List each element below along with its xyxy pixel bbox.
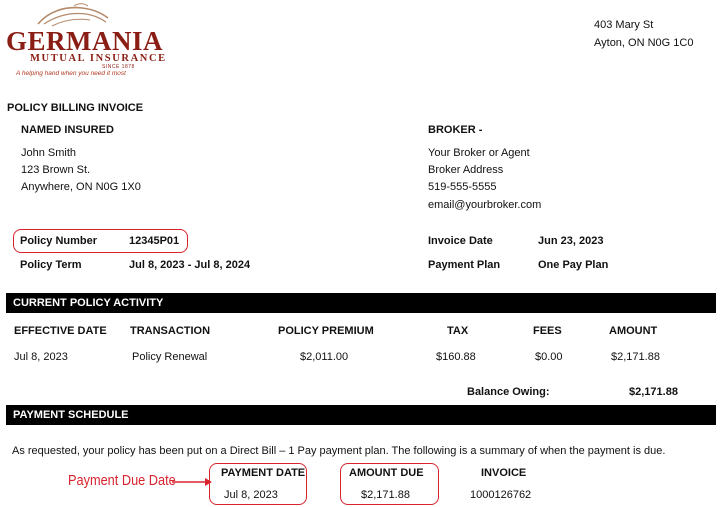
broker-address: Broker Address <box>428 164 504 176</box>
balance-owing-value: $2,171.88 <box>629 386 678 398</box>
logo-tagline: A helping hand when you need it most <box>16 70 126 77</box>
activity-header-fees: FEES <box>533 325 562 337</box>
schedule-row-payment-date: Jul 8, 2023 <box>224 489 278 501</box>
activity-row-transaction: Policy Renewal <box>132 351 208 363</box>
activity-row-fees: $0.00 <box>535 351 563 363</box>
section-bar-activity <box>6 293 716 313</box>
activity-header-effective-date: EFFECTIVE DATE <box>14 325 107 337</box>
activity-row-amount: $2,171.88 <box>611 351 660 363</box>
insured-street: 123 Brown St. <box>21 164 91 176</box>
schedule-header-invoice: INVOICE <box>481 467 527 479</box>
activity-header-policy-premium: POLICY PREMIUM <box>278 325 374 337</box>
invoice-date-label: Invoice Date <box>428 235 493 247</box>
payment-plan-label: Payment Plan <box>428 259 501 271</box>
broker-email: email@yourbroker.com <box>428 199 542 211</box>
broker-name: Your Broker or Agent <box>428 147 530 159</box>
schedule-header-payment-date: PAYMENT DATE <box>221 467 306 479</box>
schedule-intro-text: As requested, your policy has been put on a Direct Bill – 1 Pay payment plan. The following is a summary of when the payment is due. <box>12 445 666 457</box>
logo-subname: MUTUAL INSURANCE <box>30 53 167 64</box>
broker-heading: BROKER - <box>428 124 483 136</box>
policy-term-value: Jul 8, 2023 - Jul 8, 2024 <box>129 259 251 271</box>
payment-plan-value: One Pay Plan <box>538 259 609 271</box>
logo-wordmark: GERMANIA <box>6 26 163 56</box>
activity-row-policy-premium: $2,011.00 <box>300 351 349 363</box>
logo-hand-icon <box>34 2 114 28</box>
policy-number-label: Policy Number <box>20 235 98 247</box>
insured-city: Anywhere, ON N0G 1X0 <box>21 181 141 193</box>
activity-row-effective-date: Jul 8, 2023 <box>14 351 68 363</box>
section-bar-schedule <box>6 405 716 425</box>
annotation-arrow-icon <box>172 476 212 488</box>
balance-owing-label: Balance Owing: <box>467 386 550 398</box>
invoice-date-value: Jun 23, 2023 <box>538 235 604 247</box>
payment-due-date-annotation: Payment Due Date <box>68 472 176 489</box>
logo-since: SINCE 1878 <box>102 64 135 70</box>
company-address-line2: Ayton, ON N0G 1C0 <box>594 37 694 49</box>
activity-header-transaction: TRANSACTION <box>130 325 211 337</box>
document-title: POLICY BILLING INVOICE <box>7 102 144 114</box>
insured-name: John Smith <box>21 147 77 159</box>
company-address-line1: 403 Mary St <box>594 19 654 31</box>
named-insured-heading: NAMED INSURED <box>21 124 114 136</box>
activity-header-tax: TAX <box>447 325 469 337</box>
schedule-row-invoice: 1000126762 <box>470 489 532 501</box>
company-logo <box>4 2 167 80</box>
activity-section-title: CURRENT POLICY ACTIVITY <box>13 297 164 309</box>
schedule-header-amount-due: AMOUNT DUE <box>349 467 424 479</box>
activity-row-tax: $160.88 <box>436 351 476 363</box>
schedule-row-amount-due: $2,171.88 <box>361 489 410 501</box>
schedule-section-title: PAYMENT SCHEDULE <box>13 409 129 421</box>
broker-phone: 519-555-5555 <box>428 181 497 193</box>
policy-number-value: 12345P01 <box>129 235 180 247</box>
activity-header-amount: AMOUNT <box>609 325 658 337</box>
policy-term-label: Policy Term <box>20 259 82 271</box>
